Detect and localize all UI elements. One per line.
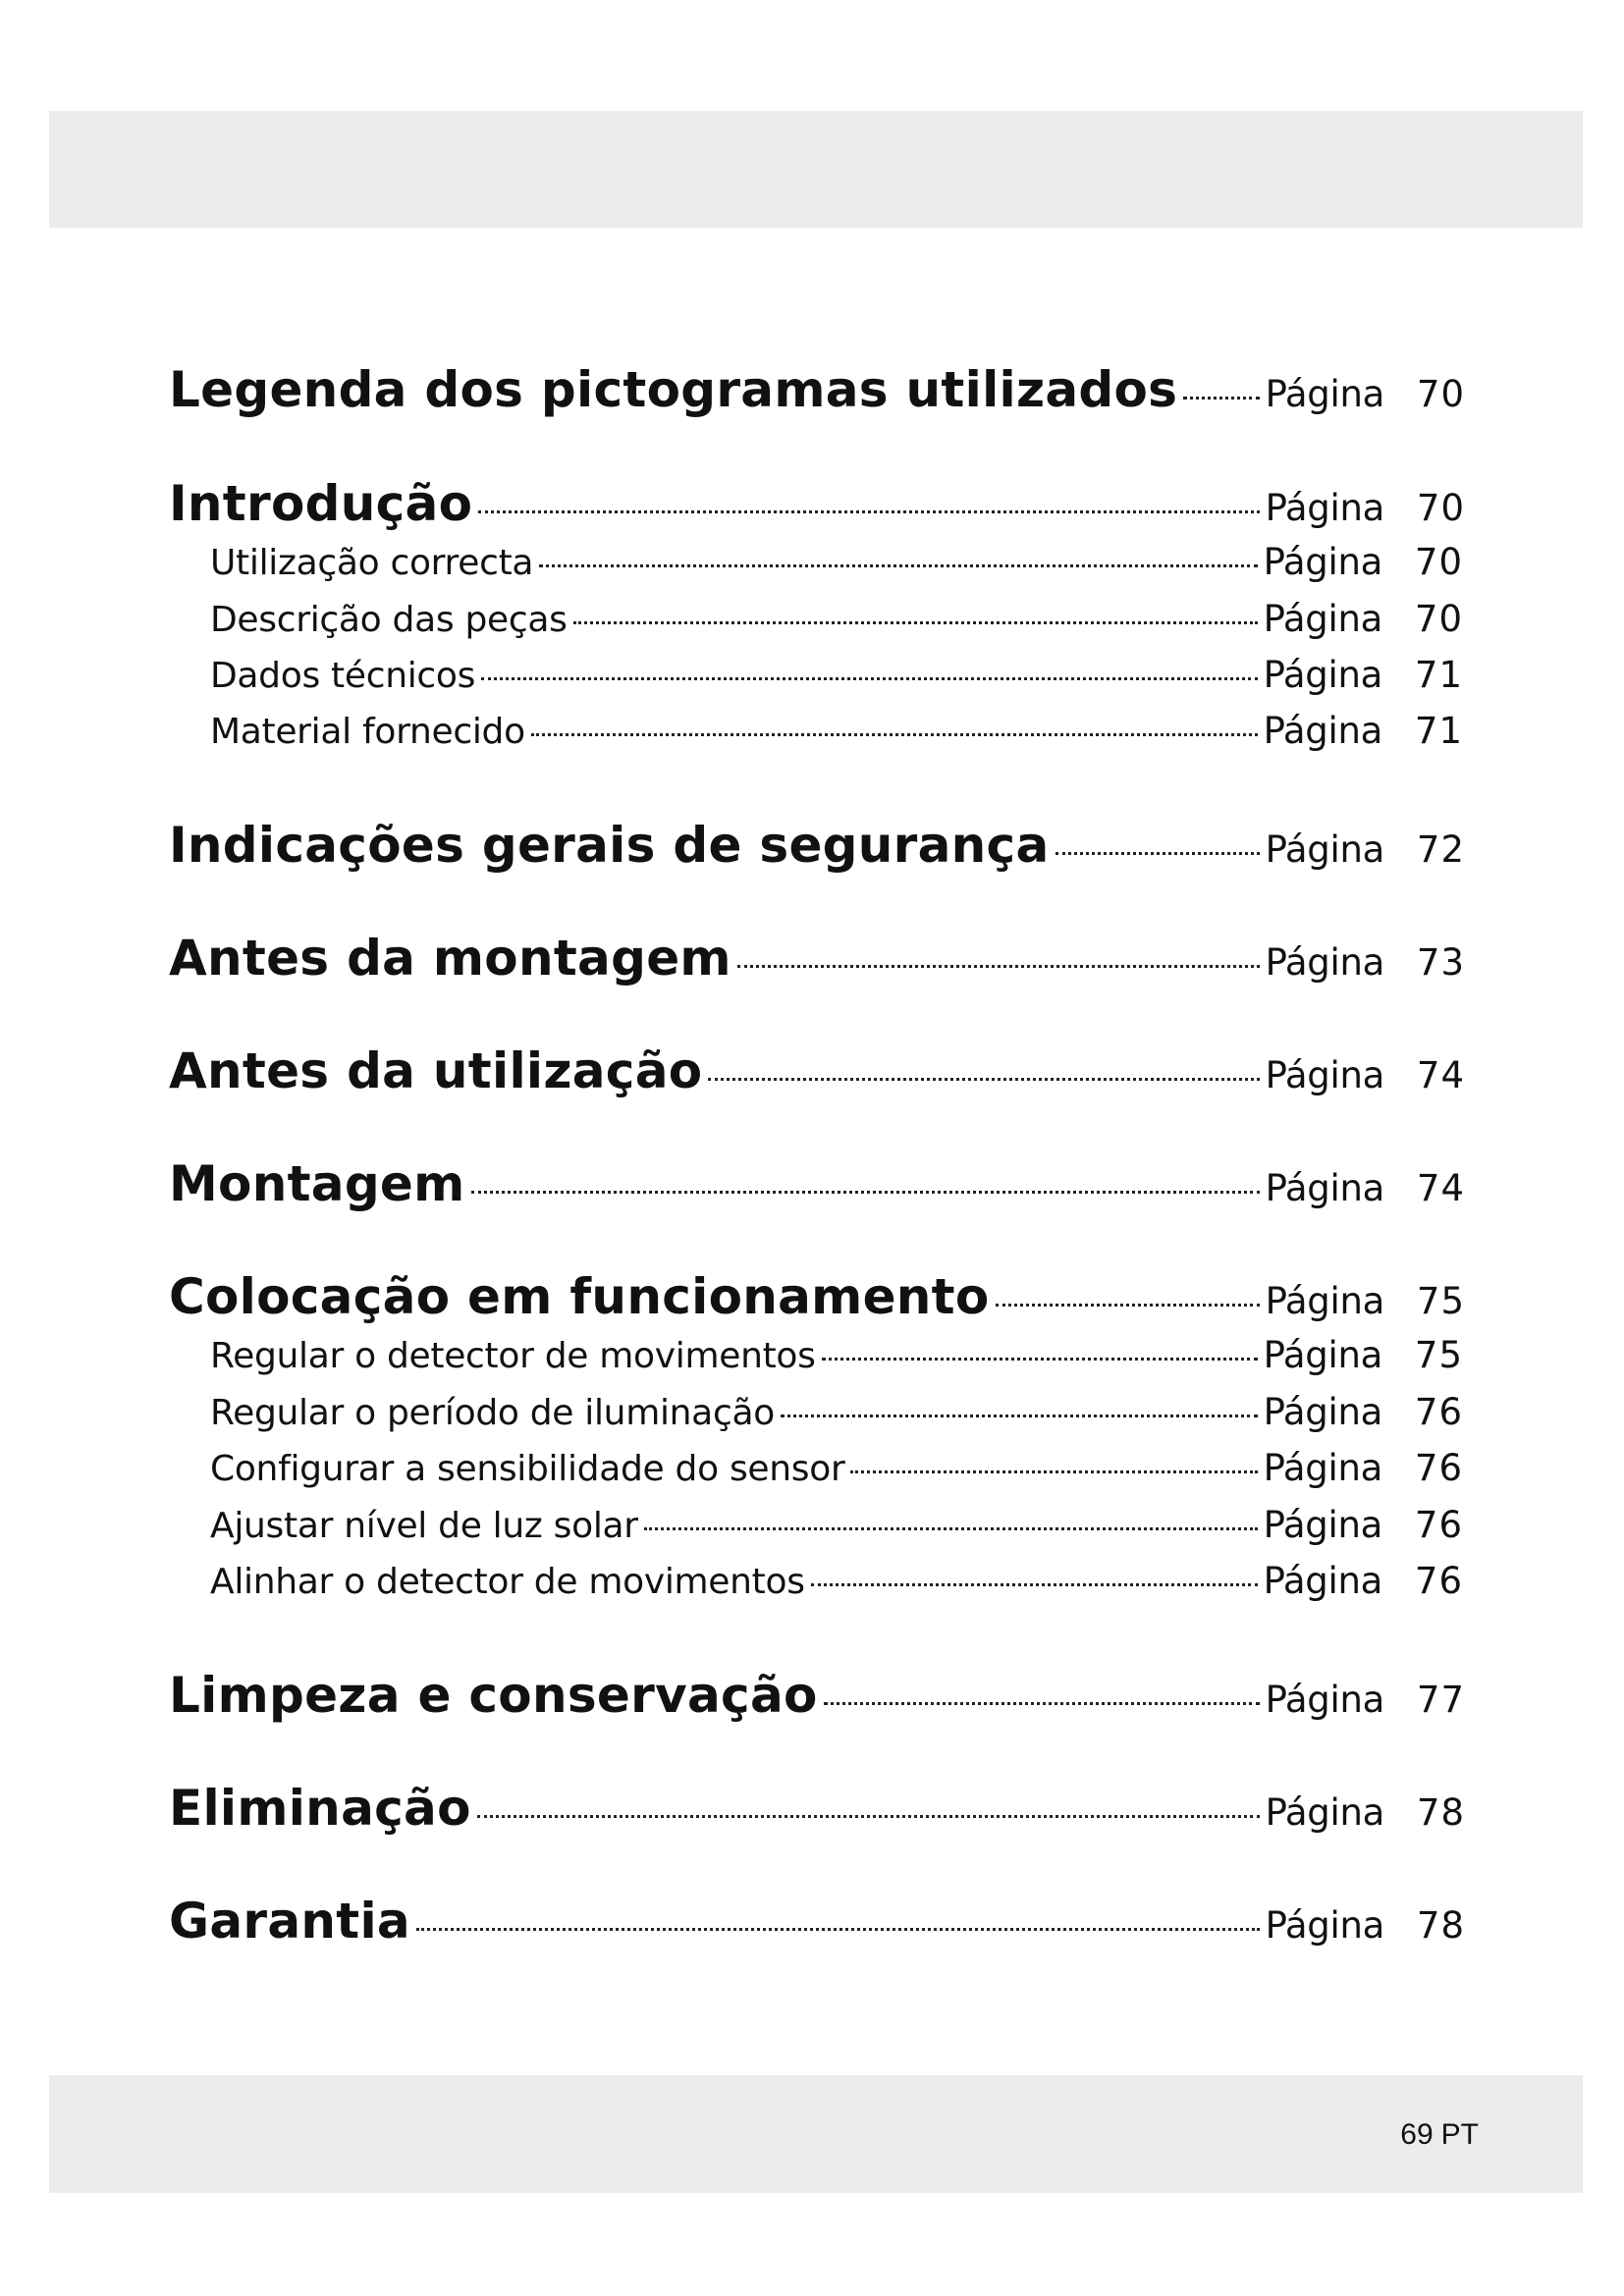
toc-entry-title: Limpeza e conservação — [169, 1667, 818, 1724]
toc-subentry-page: 70 — [1414, 541, 1463, 583]
toc-entry-title: Indicações gerais de segurança — [169, 817, 1050, 874]
toc-subentry-title: Regular o período de iluminação — [210, 1393, 775, 1433]
page-number: 69 — [1400, 2118, 1434, 2151]
leader-dots — [1056, 852, 1260, 855]
toc-subentry[interactable] — [210, 1504, 1463, 1546]
toc-entry-title: Montagem — [169, 1155, 465, 1212]
leader-dots — [481, 677, 1257, 680]
page-label: Página — [1263, 1560, 1382, 1602]
toc-subentry-title: Material fornecido — [210, 712, 525, 752]
toc-subentry-title: Utilização correcta — [210, 543, 534, 583]
toc-entry-page: 74 — [1416, 1167, 1465, 1209]
leader-dots — [781, 1415, 1258, 1417]
leader-dots — [539, 564, 1257, 567]
footer-page-number — [1400, 2118, 1479, 2152]
toc-entry-page: 75 — [1416, 1280, 1465, 1322]
toc-entry-title: Antes da utilização — [169, 1042, 703, 1099]
leader-dots — [822, 1358, 1258, 1361]
toc-entry-title: Legenda dos pictogramas utilizados — [169, 361, 1178, 418]
toc-entry[interactable] — [169, 1042, 1465, 1099]
toc-subentry-page: 71 — [1414, 654, 1463, 696]
page-label: Página — [1263, 1504, 1382, 1546]
toc-subentry-page: 76 — [1414, 1504, 1463, 1546]
leader-dots — [531, 733, 1258, 736]
toc-subentry[interactable] — [210, 1391, 1463, 1433]
toc-entry-title: Eliminação — [169, 1780, 471, 1837]
page-label: Página — [1265, 828, 1384, 871]
leader-dots — [416, 1928, 1260, 1931]
footer-band — [49, 2075, 1583, 2193]
page-label: Página — [1265, 941, 1384, 984]
leader-dots — [478, 510, 1259, 513]
toc-subentry-page: 71 — [1414, 710, 1463, 752]
toc-subentry-title: Configurar a sensibilidade do sensor — [210, 1449, 845, 1489]
leader-dots — [471, 1191, 1260, 1194]
toc-subentry[interactable] — [210, 654, 1463, 696]
toc-entry[interactable] — [169, 1667, 1465, 1724]
toc-subentry[interactable] — [210, 598, 1463, 640]
page-label: Página — [1265, 1280, 1384, 1322]
toc-entry-title: Garantia — [169, 1893, 410, 1949]
toc-entry-title: Colocação em funcionamento — [169, 1268, 990, 1325]
toc-entry[interactable] — [169, 930, 1465, 987]
toc-entry-title: Antes da montagem — [169, 930, 731, 987]
toc-subentry-title: Dados técnicos — [210, 656, 476, 696]
toc-subentry-title: Alinhar o detector de movimentos — [210, 1562, 805, 1602]
toc-entry[interactable] — [169, 361, 1465, 418]
toc-entry[interactable] — [169, 817, 1465, 874]
toc-subentry-page: 70 — [1414, 598, 1463, 640]
leader-dots — [1183, 397, 1259, 400]
page-label: Página — [1265, 1904, 1384, 1947]
page-label: Página — [1265, 1167, 1384, 1209]
leader-dots — [573, 621, 1258, 624]
leader-dots — [737, 965, 1260, 968]
toc-entry[interactable] — [169, 475, 1465, 532]
toc-entry[interactable] — [169, 1155, 1465, 1212]
page-label: Página — [1263, 654, 1382, 696]
toc-subentry-page: 76 — [1414, 1391, 1463, 1433]
toc-entry-page: 74 — [1416, 1054, 1465, 1096]
page-label: Página — [1263, 541, 1382, 583]
toc-entry-page: 78 — [1416, 1791, 1465, 1834]
toc-subentry-page: 76 — [1414, 1447, 1463, 1489]
leader-dots — [996, 1304, 1260, 1307]
page-label: Página — [1263, 1391, 1382, 1433]
toc-subentry-page: 75 — [1414, 1334, 1463, 1376]
leader-dots — [644, 1527, 1258, 1530]
toc-subentry-page: 76 — [1414, 1560, 1463, 1602]
leader-dots — [850, 1470, 1257, 1473]
page-label: Página — [1263, 710, 1382, 752]
page-label: Página — [1265, 373, 1384, 415]
toc-subentry[interactable] — [210, 1560, 1463, 1602]
toc-entry-page: 70 — [1416, 373, 1465, 415]
toc-entry-page: 70 — [1416, 487, 1465, 529]
toc-entry-page: 73 — [1416, 941, 1465, 984]
page-label: Página — [1265, 1054, 1384, 1096]
page-label: Página — [1263, 598, 1382, 640]
leader-dots — [708, 1078, 1259, 1081]
toc-entry-page: 72 — [1416, 828, 1465, 871]
leader-dots — [811, 1583, 1258, 1586]
page-label: Página — [1263, 1334, 1382, 1376]
page-label: Página — [1265, 487, 1384, 529]
leader-dots — [477, 1815, 1260, 1818]
toc-subentry[interactable] — [210, 541, 1463, 583]
toc-entry-title: Introdução — [169, 475, 473, 532]
toc-subentry[interactable] — [210, 710, 1463, 752]
page-label: Página — [1263, 1447, 1382, 1489]
page-label: Página — [1265, 1679, 1384, 1721]
toc-entry[interactable] — [169, 1268, 1465, 1325]
toc-entry[interactable] — [169, 1893, 1465, 1949]
language-code: PT — [1440, 2118, 1479, 2151]
page-label: Página — [1265, 1791, 1384, 1834]
toc-subentry-title: Ajustar nível de luz solar — [210, 1506, 638, 1546]
toc-entry-page: 77 — [1416, 1679, 1465, 1721]
toc-entry-page: 78 — [1416, 1904, 1465, 1947]
toc-entry[interactable] — [169, 1780, 1465, 1837]
leader-dots — [824, 1702, 1260, 1705]
toc-subentry-title: Descrição das peças — [210, 600, 568, 640]
toc-subentry[interactable] — [210, 1334, 1463, 1376]
toc-subentry[interactable] — [210, 1447, 1463, 1489]
header-band — [49, 111, 1583, 228]
toc-subentry-title: Regular o detector de movimentos — [210, 1336, 816, 1376]
